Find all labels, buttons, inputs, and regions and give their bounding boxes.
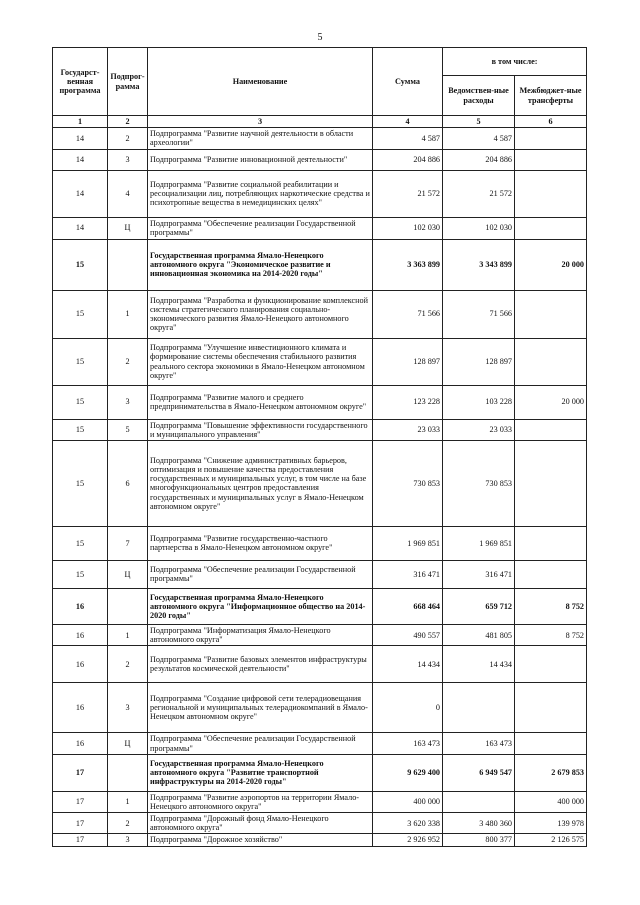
- departmental-cell: 6 949 547: [443, 754, 515, 791]
- sum-cell: 21 572: [373, 170, 443, 217]
- name-cell: Подпрограмма "Обеспечение реализации Государственной программы": [148, 560, 373, 588]
- subprogram-cell: 2: [108, 813, 148, 834]
- subprogram-cell: 5: [108, 419, 148, 440]
- table-row: [53, 754, 587, 791]
- departmental-cell: 3 343 899: [443, 239, 515, 290]
- table-row: [53, 338, 587, 385]
- departmental-cell: 3 480 360: [443, 813, 515, 834]
- transfers-cell: [515, 526, 587, 560]
- departmental-cell: 1 969 851: [443, 526, 515, 560]
- transfers-cell: [515, 217, 587, 239]
- name-cell: Государственная программа Ямало-Ненецкого автономного округа "Информационное общество на 2014-2020 годы": [148, 588, 373, 624]
- column-index: 4: [373, 116, 443, 128]
- name-cell: Государственная программа Ямало-Ненецкого автономного округа "Развитие транспортной инфраструктуры на 2014-2020 годы": [148, 754, 373, 791]
- table-row: [53, 624, 587, 645]
- departmental-cell: 481 805: [443, 624, 515, 645]
- departmental-cell: [443, 683, 515, 733]
- sum-cell: 490 557: [373, 624, 443, 645]
- departmental-cell: 23 033: [443, 419, 515, 440]
- transfers-cell: 20 000: [515, 385, 587, 419]
- transfers-cell: [515, 128, 587, 149]
- transfers-cell: [515, 419, 587, 440]
- table-row: [53, 813, 587, 834]
- header-departmental: Ведомствен-ные расходы: [443, 76, 515, 116]
- departmental-cell: 316 471: [443, 560, 515, 588]
- subprogram-cell: 3: [108, 834, 148, 846]
- name-cell: Подпрограмма "Развитие базовых элементов инфраструктуры результатов космической деятельности": [148, 646, 373, 683]
- name-cell: Подпрограмма "Дорожное хозяйство": [148, 834, 373, 846]
- name-cell: Подпрограмма "Повышение эффективности государственного и муниципального управления": [148, 419, 373, 440]
- transfers-cell: [515, 683, 587, 733]
- sum-cell: 14 434: [373, 646, 443, 683]
- table-row: [53, 834, 587, 846]
- transfers-cell: [515, 733, 587, 754]
- program-cell: 15: [53, 338, 108, 385]
- departmental-cell: 163 473: [443, 733, 515, 754]
- header-sum: Сумма: [373, 48, 443, 116]
- program-cell: 16: [53, 683, 108, 733]
- departmental-cell: 730 853: [443, 440, 515, 526]
- sum-cell: 123 228: [373, 385, 443, 419]
- table-row: [53, 419, 587, 440]
- table-row: [53, 290, 587, 338]
- sum-cell: 9 629 400: [373, 754, 443, 791]
- program-cell: 17: [53, 813, 108, 834]
- program-cell: 17: [53, 791, 108, 812]
- subprogram-cell: 1: [108, 791, 148, 812]
- name-cell: Подпрограмма "Обеспечение реализации Государственной программы": [148, 217, 373, 239]
- sum-cell: 102 030: [373, 217, 443, 239]
- transfers-cell: [515, 560, 587, 588]
- subprogram-cell: 2: [108, 646, 148, 683]
- name-cell: Подпрограмма "Создание цифровой сети телерадиовещания региональной и муниципальных телерадиокомпаний в Ямало-Ненецком автономном округе": [148, 683, 373, 733]
- table-row: [53, 239, 587, 290]
- departmental-cell: [443, 791, 515, 812]
- transfers-cell: 400 000: [515, 791, 587, 812]
- name-cell: Подпрограмма "Улучшение инвестиционного климата и формирование системы обеспечения стабильного развития реального сектора экономики в Ямало-Ненецком автономном округе": [148, 338, 373, 385]
- name-cell: Подпрограмма "Развитие государственно-частного партнерства в Ямало-Ненецком автономном округе": [148, 526, 373, 560]
- departmental-cell: 204 886: [443, 149, 515, 170]
- transfers-cell: [515, 440, 587, 526]
- transfers-cell: 2 679 853: [515, 754, 587, 791]
- budget-table: [52, 47, 587, 847]
- program-cell: 14: [53, 170, 108, 217]
- departmental-cell: 4 587: [443, 128, 515, 149]
- table-row: [53, 646, 587, 683]
- column-index: 5: [443, 116, 515, 128]
- name-cell: Подпрограмма "Развитие социальной реабилитации и ресоциализации лиц, потребляющих наркотические средства и психотропные вещества в немедицинских целях": [148, 170, 373, 217]
- sum-cell: 400 000: [373, 791, 443, 812]
- table-row: [53, 149, 587, 170]
- header-subprogram: Подпрог-рамма: [108, 48, 148, 116]
- transfers-cell: [515, 646, 587, 683]
- program-cell: 15: [53, 526, 108, 560]
- transfers-cell: [515, 290, 587, 338]
- transfers-cell: 20 000: [515, 239, 587, 290]
- column-index: 6: [515, 116, 587, 128]
- name-cell: Подпрограмма "Информатизация Ямало-Ненецкого автономного округа": [148, 624, 373, 645]
- program-cell: 15: [53, 290, 108, 338]
- subprogram-cell: 2: [108, 128, 148, 149]
- departmental-cell: 21 572: [443, 170, 515, 217]
- program-cell: 16: [53, 624, 108, 645]
- transfers-cell: 8 752: [515, 588, 587, 624]
- transfers-cell: 8 752: [515, 624, 587, 645]
- sum-cell: 204 886: [373, 149, 443, 170]
- table-row: [53, 683, 587, 733]
- subprogram-cell: [108, 588, 148, 624]
- program-cell: 14: [53, 128, 108, 149]
- sum-cell: 1 969 851: [373, 526, 443, 560]
- subprogram-cell: 4: [108, 170, 148, 217]
- sum-cell: 23 033: [373, 419, 443, 440]
- sum-cell: 163 473: [373, 733, 443, 754]
- page-number: 5: [317, 32, 323, 43]
- departmental-cell: 128 897: [443, 338, 515, 385]
- subprogram-cell: Ц: [108, 733, 148, 754]
- name-cell: Подпрограмма "Развитие аэропортов на территории Ямало-Ненецкого автономного округа": [148, 791, 373, 812]
- program-cell: 16: [53, 588, 108, 624]
- name-cell: Подпрограмма "Обеспечение реализации Государственной программы": [148, 733, 373, 754]
- transfers-cell: [515, 338, 587, 385]
- header-including: в том числе:: [443, 48, 587, 76]
- departmental-cell: 102 030: [443, 217, 515, 239]
- departmental-cell: 103 228: [443, 385, 515, 419]
- table-row: [53, 791, 587, 812]
- subprogram-cell: [108, 754, 148, 791]
- table-row: [53, 170, 587, 217]
- subprogram-cell: Ц: [108, 560, 148, 588]
- program-cell: 16: [53, 733, 108, 754]
- subprogram-cell: [108, 239, 148, 290]
- name-cell: Государственная программа Ямало-Ненецкого автономного округа "Экономическое развитие и инновационная экономика на 2014-2020 годы": [148, 239, 373, 290]
- sum-cell: 2 926 952: [373, 834, 443, 846]
- program-cell: 17: [53, 754, 108, 791]
- table-row: [53, 733, 587, 754]
- subprogram-cell: 6: [108, 440, 148, 526]
- name-cell: Подпрограмма "Развитие инновационной деятельности": [148, 149, 373, 170]
- program-cell: 14: [53, 149, 108, 170]
- name-cell: Подпрограмма "Разработка и функционирование комплексной системы стратегического планирования социально-экономического развития Ямало-Ненецкого автономного округа": [148, 290, 373, 338]
- sum-cell: 0: [373, 683, 443, 733]
- name-cell: Подпрограмма "Развитие малого и среднего предпринимательства в Ямало-Ненецком автономном округе": [148, 385, 373, 419]
- program-cell: 15: [53, 560, 108, 588]
- column-index-row: [53, 116, 587, 128]
- subprogram-cell: 3: [108, 149, 148, 170]
- subprogram-cell: 7: [108, 526, 148, 560]
- transfers-cell: 139 978: [515, 813, 587, 834]
- header-name: Наименование: [148, 48, 373, 116]
- column-index: 2: [108, 116, 148, 128]
- subprogram-cell: 3: [108, 385, 148, 419]
- subprogram-cell: 1: [108, 624, 148, 645]
- sum-cell: 4 587: [373, 128, 443, 149]
- name-cell: Подпрограмма "Дорожный фонд Ямало-Ненецкого автономного округа": [148, 813, 373, 834]
- departmental-cell: 659 712: [443, 588, 515, 624]
- table-row: [53, 526, 587, 560]
- subprogram-cell: 2: [108, 338, 148, 385]
- transfers-cell: [515, 149, 587, 170]
- name-cell: Подпрограмма "Снижение административных барьеров, оптимизация и повышение качества предоставления государственных и муниципальных услуг, в том числе на базе многофункциональных центров предоставления государственных и муниципальных услуг в Ямало-Ненецком автономном округе": [148, 440, 373, 526]
- transfers-cell: 2 126 575: [515, 834, 587, 846]
- table-row: [53, 128, 587, 149]
- sum-cell: 3 620 338: [373, 813, 443, 834]
- header-program: Государст-венная программа: [53, 48, 108, 116]
- table-row: [53, 217, 587, 239]
- sum-cell: 128 897: [373, 338, 443, 385]
- table-row: [53, 588, 587, 624]
- table-body: [53, 128, 587, 846]
- program-cell: 16: [53, 646, 108, 683]
- sum-cell: 71 566: [373, 290, 443, 338]
- name-cell: Подпрограмма "Развитие научной деятельности в области археологии": [148, 128, 373, 149]
- departmental-cell: 800 377: [443, 834, 515, 846]
- sum-cell: 3 363 899: [373, 239, 443, 290]
- program-cell: 17: [53, 834, 108, 846]
- sum-cell: 668 464: [373, 588, 443, 624]
- table-row: [53, 385, 587, 419]
- column-index: 3: [148, 116, 373, 128]
- subprogram-cell: Ц: [108, 217, 148, 239]
- column-index: 1: [53, 116, 108, 128]
- table-row: [53, 560, 587, 588]
- subprogram-cell: 3: [108, 683, 148, 733]
- program-cell: 15: [53, 419, 108, 440]
- sum-cell: 316 471: [373, 560, 443, 588]
- transfers-cell: [515, 170, 587, 217]
- departmental-cell: 14 434: [443, 646, 515, 683]
- program-cell: 15: [53, 239, 108, 290]
- program-cell: 14: [53, 217, 108, 239]
- header-transfers: Межбюджет-ные трансферты: [515, 76, 587, 116]
- subprogram-cell: 1: [108, 290, 148, 338]
- sum-cell: 730 853: [373, 440, 443, 526]
- departmental-cell: 71 566: [443, 290, 515, 338]
- table-row: [53, 440, 587, 526]
- program-cell: 15: [53, 385, 108, 419]
- program-cell: 15: [53, 440, 108, 526]
